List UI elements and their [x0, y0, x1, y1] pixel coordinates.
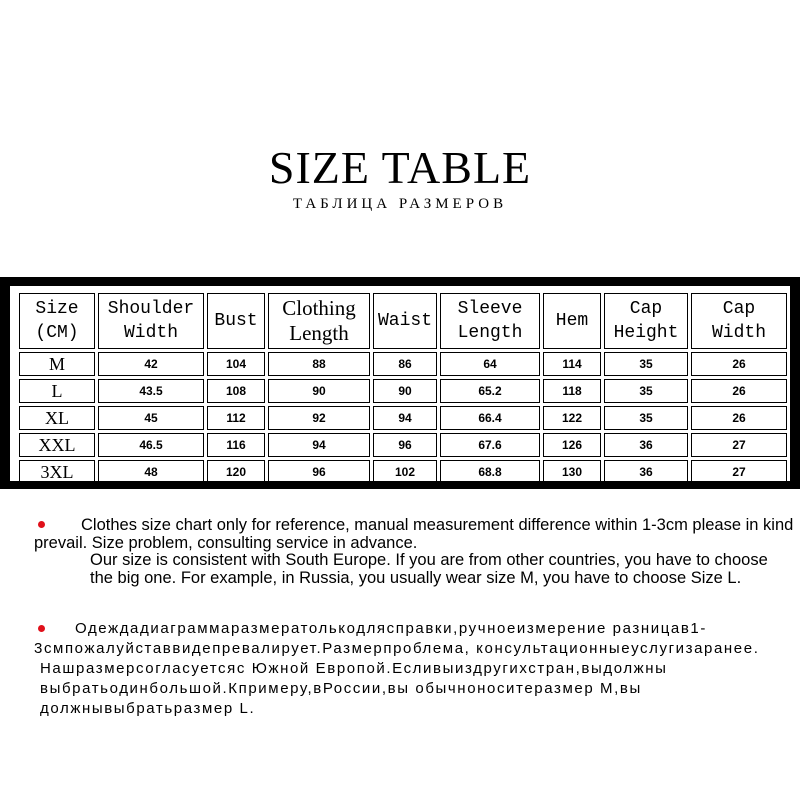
column-header-line-1: Waist [377, 311, 432, 331]
column-header-line-2: Length [289, 321, 349, 345]
table-cell: 36 [604, 460, 688, 484]
table-cell: 116 [207, 433, 265, 457]
table-cell: 118 [543, 379, 601, 403]
table-cell: 94 [268, 433, 370, 457]
column-header [440, 293, 540, 349]
column-header-line-1: Hem [555, 311, 589, 331]
size-label-cell: L [19, 379, 95, 403]
column-header [373, 293, 437, 349]
column-header [691, 293, 787, 349]
column-header-line-2: Width [123, 323, 178, 343]
column-header-line-2: Height [613, 323, 679, 343]
table-cell: 126 [543, 433, 601, 457]
page-subtitle: ТАБЛИЦА РАЗМЕРОВ [292, 196, 508, 212]
bullet-icon [38, 625, 45, 632]
column-header [604, 293, 688, 349]
note-paragraph-2: Our size is consistent with South Europe. If you are from other countries, you have to choose the big one. For example, in Russia, you usually wear size M, you have to choose Size L. [90, 551, 768, 587]
size-label-cell: 3XL [19, 460, 95, 484]
size-table-frame [0, 277, 800, 489]
table-cell: 108 [207, 379, 265, 403]
page-title: SIZE TABLE [268, 142, 532, 193]
table-cell: 35 [604, 379, 688, 403]
size-label-cell: XXL [19, 433, 95, 457]
table-row [19, 379, 787, 403]
column-header [19, 293, 95, 349]
column-header [268, 293, 370, 349]
table-cell: 88 [268, 352, 370, 376]
table-cell: 35 [604, 352, 688, 376]
column-header-line-2: Length [457, 323, 523, 343]
table-cell: 114 [543, 352, 601, 376]
column-header-line-1: Clothing [282, 296, 356, 320]
table-cell: 130 [543, 460, 601, 484]
table-cell: 96 [268, 460, 370, 484]
table-cell: 94 [373, 406, 437, 430]
column-header-line-1: Shoulder [107, 299, 195, 319]
table-cell: 26 [691, 379, 787, 403]
table-cell: 26 [691, 406, 787, 430]
table-cell: 65.2 [440, 379, 540, 403]
table-cell: 112 [207, 406, 265, 430]
table-row [19, 460, 787, 484]
table-row [19, 433, 787, 457]
table-header-row [19, 293, 787, 349]
table-cell: 102 [373, 460, 437, 484]
table-cell: 27 [691, 433, 787, 457]
note-text-1: Clothes size chart only for reference, manual measurement difference within 1-3cm please in kind prevail. Size problem, consulting service in advance. [34, 516, 794, 552]
column-header-line-2: (CM) [35, 323, 79, 343]
ru-text-1: Одеждадиаграммаразмератолькодляспрaвки,ручноеизмерение разницав1-3смпожалуйставвидепревалирует.Размерпроблема, консультационныеуслугизаранее. [34, 620, 760, 657]
ru-paragraph-1 [34, 619, 794, 659]
table-row [19, 352, 787, 376]
table-cell: 120 [207, 460, 265, 484]
table-cell: 45 [98, 406, 204, 430]
table-cell: 27 [691, 460, 787, 484]
table-cell: 46.5 [98, 433, 204, 457]
table-cell: 90 [373, 379, 437, 403]
column-header-line-2: Width [711, 323, 766, 343]
bullet-icon [38, 521, 45, 528]
table-cell: 48 [98, 460, 204, 484]
column-header-line-1: Size [35, 299, 79, 319]
table-cell: 64 [440, 352, 540, 376]
table-cell: 43.5 [98, 379, 204, 403]
table-cell: 68.8 [440, 460, 540, 484]
size-table [16, 290, 790, 487]
table-cell: 86 [373, 352, 437, 376]
size-table-panel [10, 286, 790, 481]
table-cell: 90 [268, 379, 370, 403]
table-cell: 35 [604, 406, 688, 430]
notes-english [34, 517, 794, 587]
table-cell: 122 [543, 406, 601, 430]
table-cell: 67.6 [440, 433, 540, 457]
table-cell: 66.4 [440, 406, 540, 430]
table-row [19, 406, 787, 430]
column-header-line-1: Cap [722, 299, 756, 319]
table-cell: 42 [98, 352, 204, 376]
column-header-line-1: Bust [214, 311, 258, 331]
column-header [98, 293, 204, 349]
table-cell: 26 [691, 352, 787, 376]
table-cell: 104 [207, 352, 265, 376]
table-cell: 92 [268, 406, 370, 430]
size-label-cell: XL [19, 406, 95, 430]
ru-paragraph-2: Нашразмерсогласуетсяс Южной Европой.Есливыиздругихстран,выдолжны выбратьодинбольшой.Кпримеру,вРоссии,вы обычноноситеразмер M,вы должнывыбратьразмер L. [40, 660, 668, 717]
column-header-line-1: Sleeve [457, 299, 523, 319]
column-header-line-1: Cap [629, 299, 663, 319]
size-label-cell: M [19, 352, 95, 376]
table-cell: 96 [373, 433, 437, 457]
table-cell: 36 [604, 433, 688, 457]
column-header [543, 293, 601, 349]
column-header [207, 293, 265, 349]
note-paragraph-1 [34, 517, 794, 552]
notes-russian [34, 619, 794, 719]
